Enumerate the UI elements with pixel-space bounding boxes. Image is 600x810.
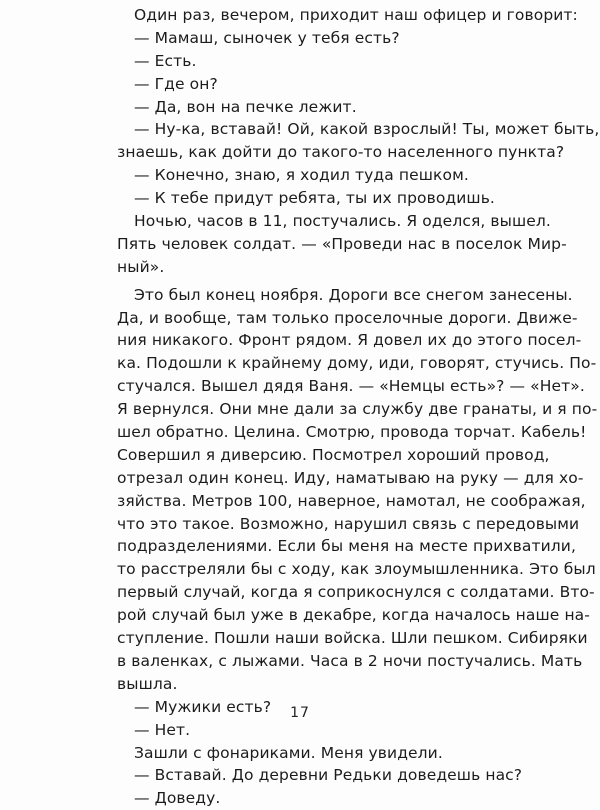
text-line: — Нет.: [134, 720, 191, 739]
text-line: Я вернулся. Они мне дали за службу две гранаты, и я по-: [117, 400, 598, 419]
text-line: то расстреляли бы с ходу, как злоумышленника. Это был: [117, 560, 596, 579]
text-line: — Есть.: [134, 51, 197, 70]
text-line: — Ну-ка, вставай! Ой, какой взрослый! Ты, может быть,: [134, 120, 600, 139]
text-line: зяйства. Метров 100, наверное, намотал, не соображая,: [117, 491, 586, 510]
text-line: Один раз, вечером, приходит наш офицер и говорит:: [134, 6, 578, 24]
text-line: первый случай, когда я соприкоснулся с солдатами. Вто-: [117, 583, 595, 602]
text-line: ка. Подошли к крайнему дому, иди, говорят, стучись. По-: [117, 354, 597, 373]
page-number: 17: [290, 705, 310, 721]
text-line: рой случай был уже в декабре, когда началось наше на-: [117, 606, 590, 625]
text-line: Ночью, часов в 11, постучались. Я оделся, вышел.: [134, 212, 551, 231]
text-line: ный».: [117, 257, 165, 276]
text-line: Совершил я диверсию. Посмотрел хороший провод,: [117, 445, 550, 464]
text-line: вышла.: [117, 674, 178, 693]
text-line: стучался. Вышел дядя Ваня. — «Немцы есть»? — «Нет».: [117, 377, 585, 396]
text-line: — Да, вон на печке лежит.: [134, 97, 357, 116]
text-line: в валенках, с лыжами. Часа в 2 ночи постучались. Мать: [117, 651, 583, 670]
text-line: подразделениями. Если бы меня на месте прихватили,: [117, 537, 576, 556]
text-line: — К тебе придут ребята, ты их проводишь.: [134, 189, 495, 208]
text-line: — Вставай. До деревни Редьки доведешь нас?: [134, 766, 523, 785]
text-line: — Мужики есть?: [134, 697, 272, 716]
text-line: — Мамаш, сыночек у тебя есть?: [134, 28, 400, 47]
text-line: — Где он?: [134, 74, 218, 93]
text-line: Это был конец ноября. Дороги все снегом занесены.: [134, 285, 573, 304]
text-line: Зашли с фонариками. Меня увидели.: [134, 743, 443, 762]
text-line: — Конечно, знаю, я ходил туда пешком.: [134, 166, 469, 185]
text-line: отрезал один конец. Иду, наматываю на руку — для хо-: [117, 468, 584, 487]
text-line: ступление. Пошли наши войска. Шли пешком. Сибиряки: [117, 629, 588, 648]
text-line: ния никакого. Фронт рядом. Я довел их до этого посел-: [117, 331, 582, 350]
text-line: знаешь, как дойти до такого-то населенного пункта?: [117, 143, 565, 162]
text-line: шел обратно. Целина. Смотрю, провода торчат. Кабель!: [117, 423, 587, 442]
text-line: что это такое. Возможно, нарушил связь с передовыми: [117, 514, 580, 533]
text-line: — Доведу.: [134, 789, 221, 808]
text-line: Да, и вообще, там только проселочные дороги. Движе-: [117, 308, 578, 327]
text-line: Пять человек солдат. — «Проведи нас в поселок Мир-: [117, 234, 567, 253]
